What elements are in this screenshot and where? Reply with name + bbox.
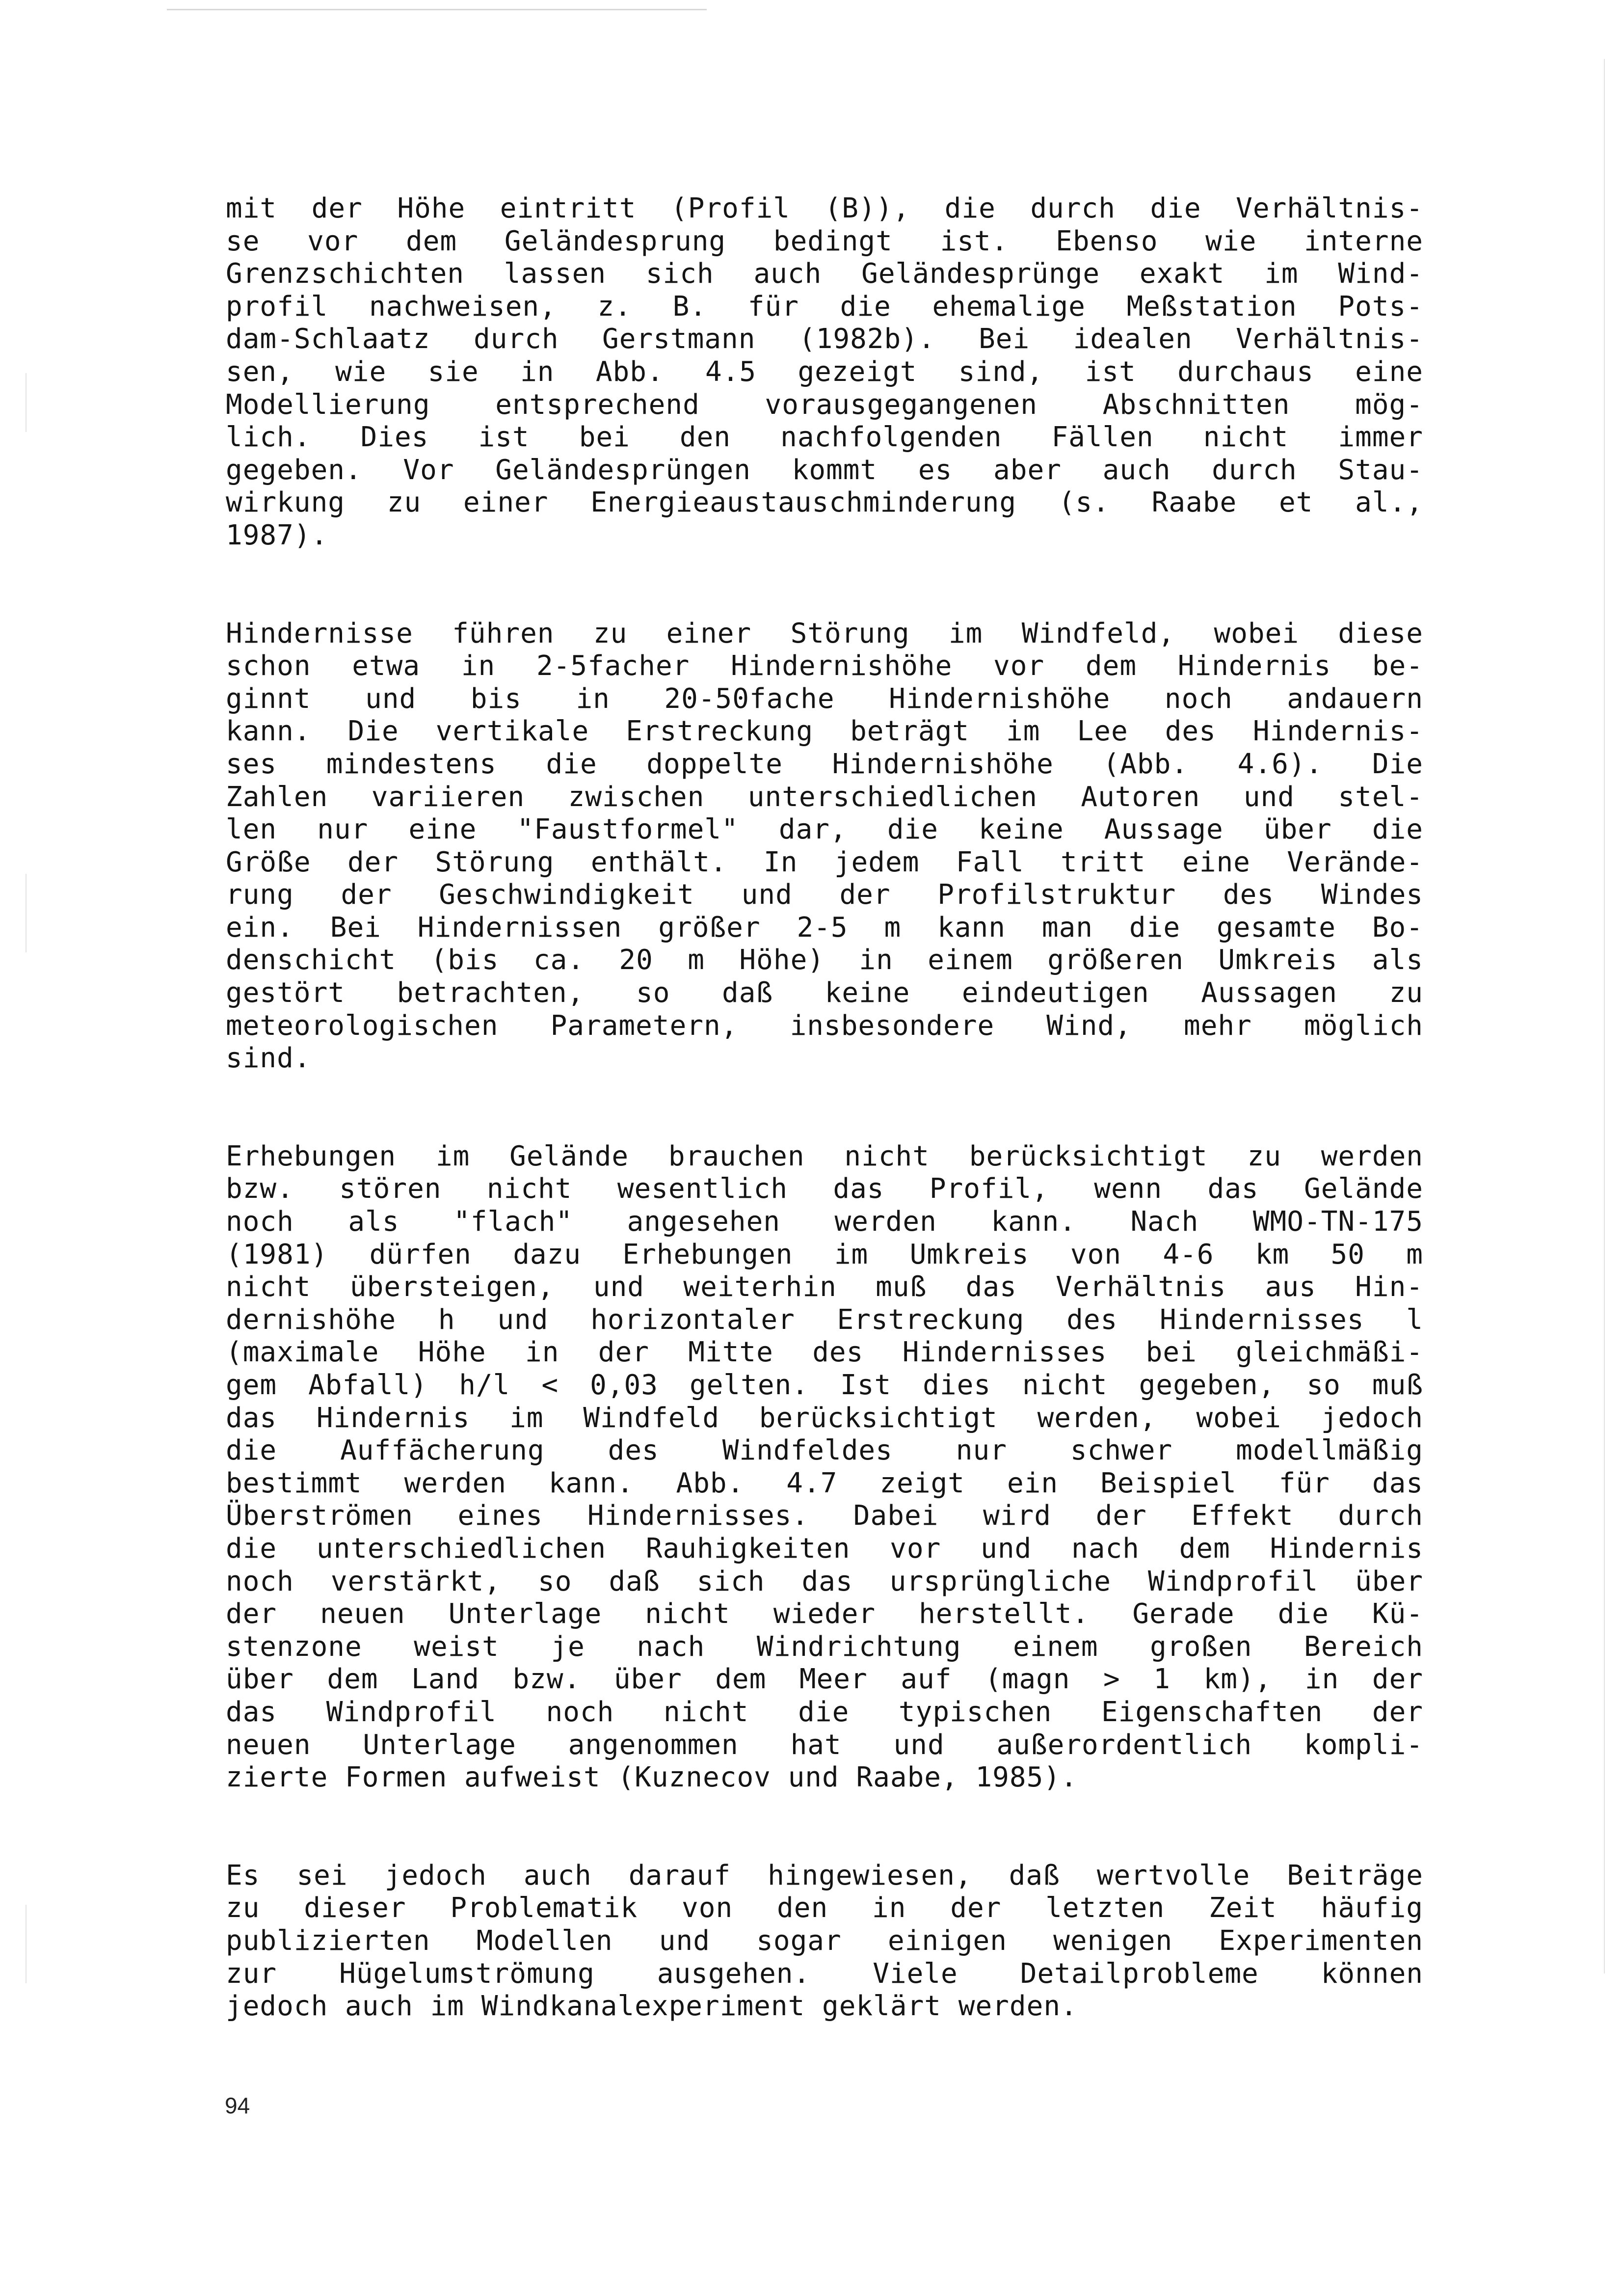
text-line: das Hindernis im Windfeld berücksichtigt werden, wobei jedoch [226, 1402, 1423, 1434]
scan-margin-mark [26, 373, 27, 432]
text-line: Zahlen variieren zwischen unterschiedlichen Autoren und stel- [226, 781, 1423, 813]
text-line: Grenzschichten lassen sich auch Geländesprünge exakt im Wind- [226, 258, 1423, 290]
text-line: len nur eine "Faustformel" dar, die keine Aussage über die [226, 813, 1423, 846]
text-line: bzw. stören nicht wesentlich das Profil, wenn das Gelände [226, 1173, 1423, 1205]
scan-margin-mark [1604, 59, 1605, 1973]
text-line: die Auffächerung des Windfeldes nur schwer modellmäßig [226, 1434, 1423, 1467]
text-line: ses mindestens die doppelte Hindernishöhe (Abb. 4.6). Die [226, 748, 1423, 780]
text-line: zu dieser Problematik von den in der letzten Zeit häufig [226, 1892, 1423, 1924]
text-line: sind. [226, 1042, 311, 1075]
text-line: Hindernisse führen zu einer Störung im Windfeld, wobei diese [226, 617, 1423, 649]
text-line: mit der Höhe eintritt (Profil (B)), die durch die Verhältnis- [226, 192, 1423, 224]
text-line: sen, wie sie in Abb. 4.5 gezeigt sind, ist durchaus eine [226, 355, 1423, 388]
text-line: Überströmen eines Hindernisses. Dabei wird der Effekt durch [226, 1500, 1423, 1532]
text-line: profil nachweisen, z. B. für die ehemalige Meßstation Pots- [226, 290, 1423, 323]
text-line: gestört betrachten, so daß keine eindeutigen Aussagen zu [226, 977, 1423, 1009]
scan-margin-mark [26, 874, 27, 952]
text-line: denschicht (bis ca. 20 m Höhe) in einem größeren Umkreis als [226, 944, 1423, 976]
text-line: bestimmt werden kann. Abb. 4.7 zeigt ein Beispiel für das [226, 1467, 1423, 1499]
text-line: Modellierung entsprechend vorausgegangenen Abschnitten mög- [226, 388, 1423, 421]
page-number: 94 [225, 2093, 250, 2118]
text-line: stenzone weist je nach Windrichtung einem großen Bereich [226, 1630, 1423, 1663]
text-line: gem Abfall) h/l < 0,03 gelten. Ist dies nicht gegeben, so muß [226, 1369, 1423, 1401]
text-line: (1981) dürfen dazu Erhebungen im Umkreis von 4-6 km 50 m [226, 1238, 1423, 1270]
text-line: der neuen Unterlage nicht wieder herstellt. Gerade die Kü- [226, 1598, 1423, 1630]
text-line: wirkung zu einer Energieaustauschminderung (s. Raabe et al., [226, 486, 1423, 519]
paragraph [226, 618, 1423, 1075]
text-line: 1987). [226, 519, 328, 551]
text-line: noch verstärkt, so daß sich das ursprüngliche Windprofil über [226, 1565, 1423, 1597]
text-line: gegeben. Vor Geländesprüngen kommt es aber auch durch Stau- [226, 454, 1423, 486]
text-line: das Windprofil noch nicht die typischen Eigenschaften der [226, 1696, 1423, 1728]
paragraph [226, 192, 1423, 552]
text-line: dam-Schlaatz durch Gerstmann (1982b). Bei idealen Verhältnis- [226, 323, 1423, 355]
paragraph [226, 1860, 1423, 2023]
document-page [226, 192, 1423, 2088]
text-line: dernishöhe h und horizontaler Erstreckung des Hindernisses l [226, 1303, 1423, 1336]
text-line: schon etwa in 2-5facher Hindernishöhe vor dem Hindernis be- [226, 650, 1423, 682]
text-line: se vor dem Geländesprung bedingt ist. Ebenso wie interne [226, 225, 1423, 257]
text-line: Erhebungen im Gelände brauchen nicht berücksichtigt zu werden [226, 1140, 1423, 1172]
text-line: zierte Formen aufweist (Kuznecov und Raabe, 1985). [226, 1761, 1078, 1794]
text-line: zur Hügelumströmung ausgehen. Viele Detailprobleme können [226, 1957, 1423, 1990]
text-line: jedoch auch im Windkanalexperiment geklärt werden. [226, 1990, 1078, 2023]
text-line: ginnt und bis in 20-50fache Hindernishöhe noch andauern [226, 682, 1423, 715]
text-line: kann. Die vertikale Erstreckung beträgt im Lee des Hindernis- [226, 715, 1423, 748]
text-line: nicht übersteigen, und weiterhin muß das Verhältnis aus Hin- [226, 1271, 1423, 1303]
paragraph [226, 1140, 1423, 1794]
text-line: lich. Dies ist bei den nachfolgenden Fällen nicht immer [226, 421, 1423, 454]
text-line: ein. Bei Hindernissen größer 2-5 m kann man die gesamte Bo- [226, 911, 1423, 944]
text-line: Größe der Störung enthält. In jedem Fall tritt eine Verände- [226, 846, 1423, 878]
text-line: über dem Land bzw. über dem Meer auf (magn > 1 km), in der [226, 1663, 1423, 1696]
text-line: neuen Unterlage angenommen hat und außerordentlich kompli- [226, 1729, 1423, 1761]
text-line: noch als "flach" angesehen werden kann. Nach WMO-TN-175 [226, 1206, 1423, 1238]
text-line: meteorologischen Parametern, insbesondere Wind, mehr möglich [226, 1009, 1423, 1042]
text-line: rung der Geschwindigkeit und der Profilstruktur des Windes [226, 879, 1423, 911]
scan-margin-mark [26, 1905, 27, 1983]
text-line: die unterschiedlichen Rauhigkeiten vor und nach dem Hindernis [226, 1532, 1423, 1565]
text-line: (maximale Höhe in der Mitte des Hindernisses bei gleichmäßi- [226, 1336, 1423, 1369]
text-line: publizierten Modellen und sogar einigen wenigen Experimenten [226, 1924, 1423, 1957]
scan-top-rule [167, 9, 707, 10]
text-line: Es sei jedoch auch darauf hingewiesen, daß wertvolle Beiträge [226, 1859, 1423, 1891]
